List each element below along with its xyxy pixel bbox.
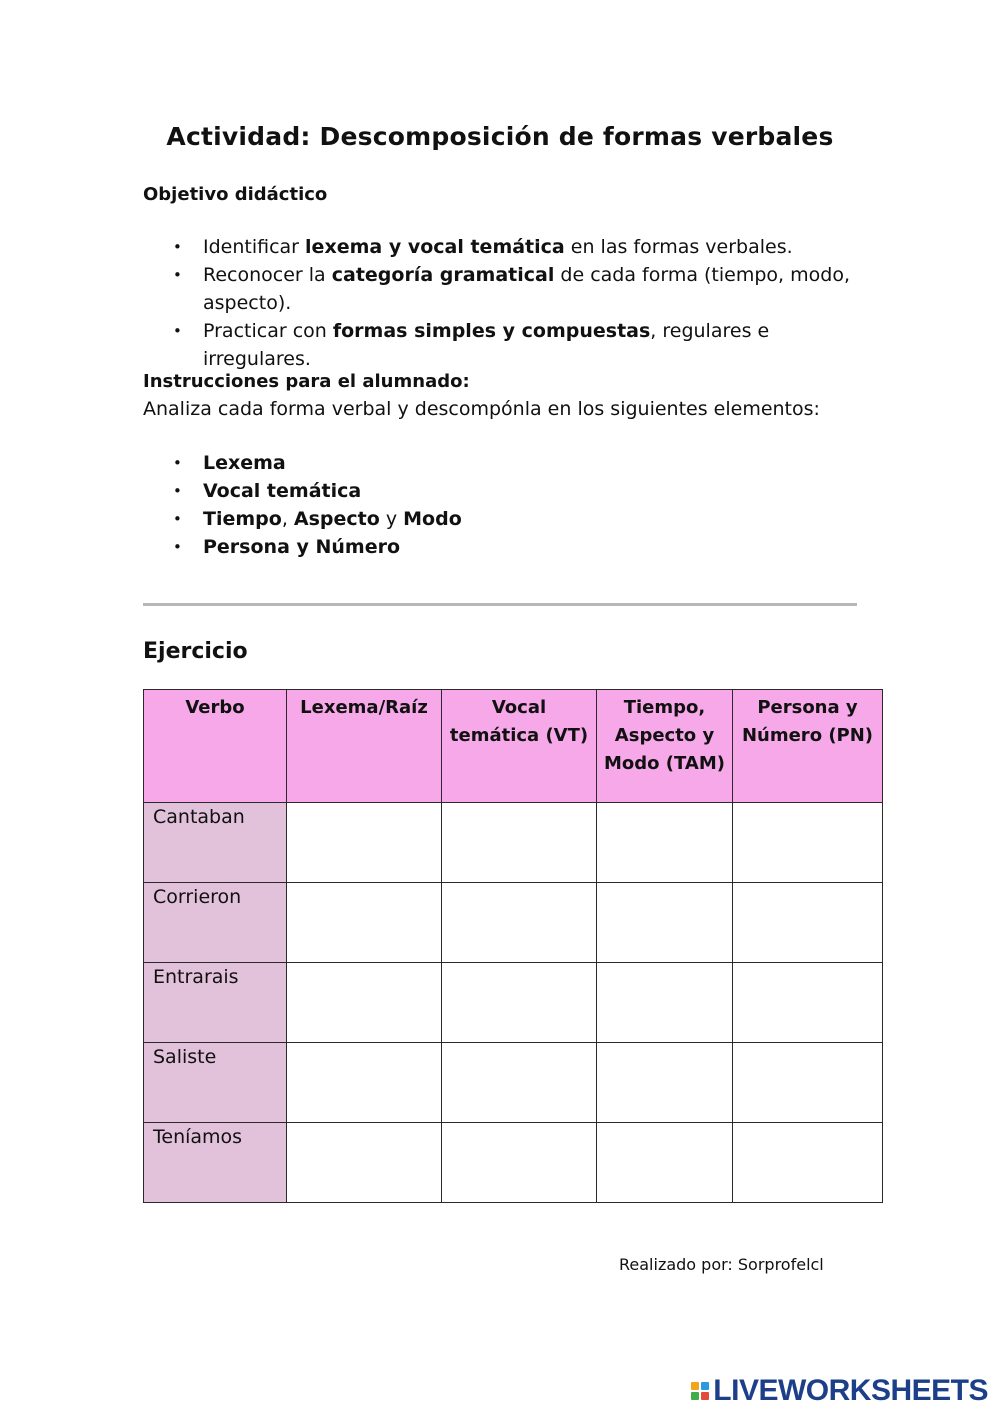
table-row: [144, 883, 883, 963]
answer-cell-lexema[interactable]: [287, 1123, 442, 1203]
brand-square: [701, 1392, 709, 1400]
answer-cell-tam[interactable]: [597, 1123, 733, 1203]
answer-cell-vocal[interactable]: [442, 1043, 597, 1123]
verb-cell: Corrieron: [144, 883, 287, 963]
answer-cell-pn[interactable]: [733, 1043, 883, 1123]
element-item: • Tiempo, Aspecto y Modo: [143, 505, 863, 533]
exercise-table: [143, 689, 883, 1203]
elements-list: [143, 449, 863, 561]
verb-cell: Entrarais: [144, 963, 287, 1043]
column-header-vocal: Vocal temática (VT): [442, 690, 597, 803]
answer-cell-tam[interactable]: [597, 963, 733, 1043]
answer-cell-vocal[interactable]: [442, 883, 597, 963]
answer-cell-vocal[interactable]: [442, 803, 597, 883]
objective-label: Objetivo didáctico: [143, 184, 328, 205]
answer-cell-pn[interactable]: [733, 883, 883, 963]
brand-square: [691, 1382, 699, 1390]
table-row: [144, 803, 883, 883]
answer-cell-pn[interactable]: [733, 963, 883, 1043]
answer-cell-lexema[interactable]: [287, 883, 442, 963]
answer-cell-vocal[interactable]: [442, 1123, 597, 1203]
instructions-text: Analiza cada forma verbal y descompónla en los siguientes elementos:: [143, 398, 820, 420]
section-divider: [143, 603, 857, 606]
element-item: • Persona y Número: [143, 533, 863, 561]
answer-cell-lexema[interactable]: [287, 963, 442, 1043]
table-row: [144, 1123, 883, 1203]
column-header-pn: Persona y Número (PN): [733, 690, 883, 803]
column-header-tam: Tiempo, Aspecto y Modo (TAM): [597, 690, 733, 803]
page-title: Actividad: Descomposición de formas verbales: [166, 122, 834, 151]
brand-square: [691, 1392, 699, 1400]
objective-item: • Identificar lexema y vocal temática en las formas verbales.: [143, 233, 863, 261]
answer-cell-pn[interactable]: [733, 1123, 883, 1203]
table-header-row: [144, 690, 883, 803]
instructions-label: Instrucciones para el alumnado:: [143, 371, 470, 392]
verb-cell: Cantaban: [144, 803, 287, 883]
brand-square: [701, 1382, 709, 1390]
answer-cell-lexema[interactable]: [287, 803, 442, 883]
column-header-verbo: Verbo: [144, 690, 287, 803]
brand-logo[interactable]: [691, 1374, 988, 1408]
brand-name: LIVEWORKSHEETS: [713, 1374, 988, 1407]
column-header-lexema: Lexema/Raíz: [287, 690, 442, 803]
element-item: • Vocal temática: [143, 477, 863, 505]
table-row: [144, 963, 883, 1043]
answer-cell-tam[interactable]: [597, 803, 733, 883]
objective-item: • Reconocer la categoría gramatical de cada forma (tiempo, modo, aspecto).: [143, 261, 863, 317]
answer-cell-tam[interactable]: [597, 883, 733, 963]
objective-item: • Practicar con formas simples y compuestas, regulares e irregulares.: [143, 317, 863, 373]
answer-cell-vocal[interactable]: [442, 963, 597, 1043]
table-row: [144, 1043, 883, 1123]
answer-cell-pn[interactable]: [733, 803, 883, 883]
verb-cell: Teníamos: [144, 1123, 287, 1203]
objective-list: [143, 233, 863, 373]
answer-cell-tam[interactable]: [597, 1043, 733, 1123]
answer-cell-lexema[interactable]: [287, 1043, 442, 1123]
verb-cell: Saliste: [144, 1043, 287, 1123]
element-item: • Lexema: [143, 449, 863, 477]
exercise-heading: Ejercicio: [143, 639, 248, 664]
brand-mark-icon: [691, 1382, 709, 1400]
author-credit: Realizado por: Sorprofelcl: [619, 1255, 824, 1274]
